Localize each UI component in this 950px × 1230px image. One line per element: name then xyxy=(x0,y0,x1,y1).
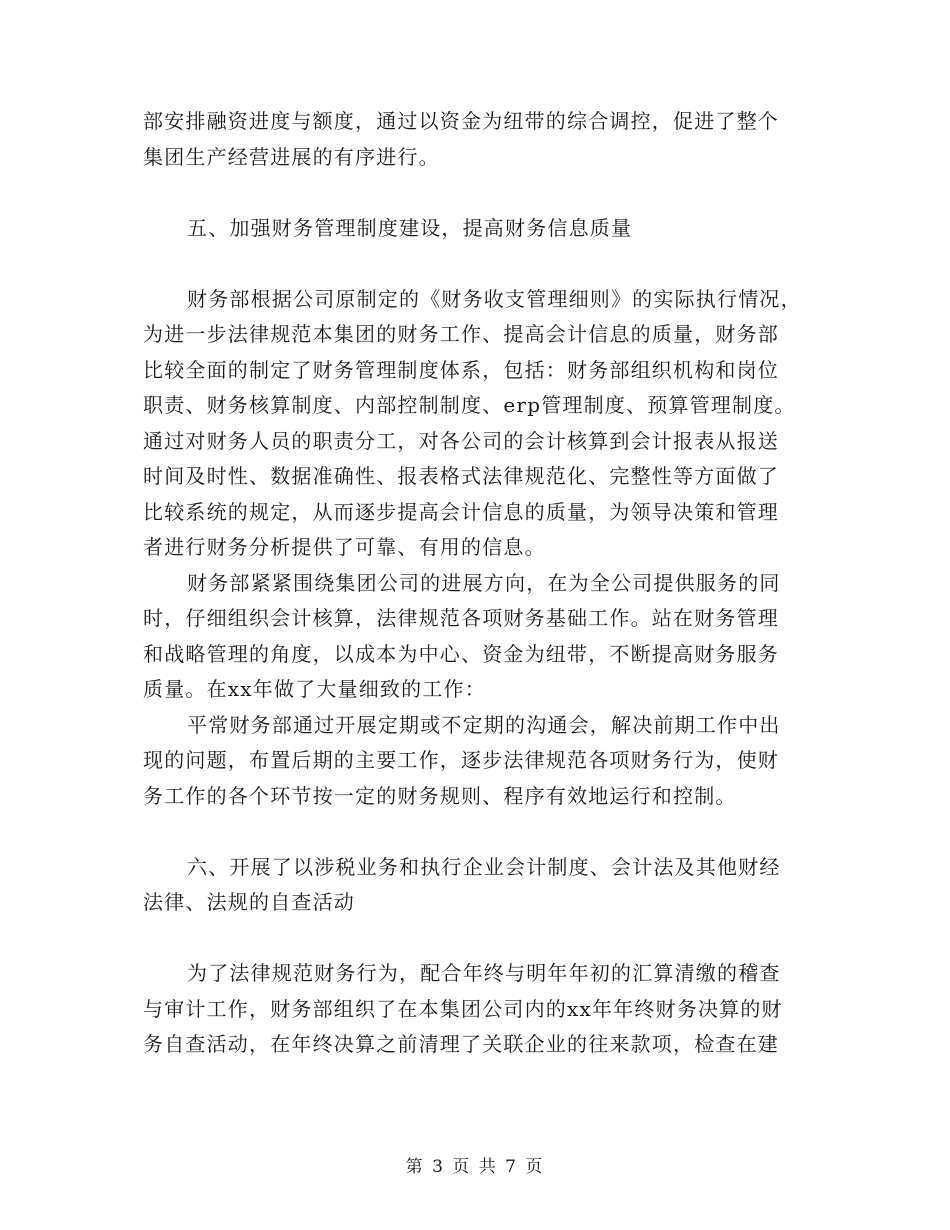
text-line: 质量。在xx年做了大量细致的工作： xyxy=(143,677,486,701)
section-heading-5: 五、加强财务管理制度建设，提高财务信息质量 xyxy=(187,215,633,240)
text-line: 财务部紧紧围绕集团公司的进展方向，在为全公司提供服务的同 xyxy=(187,570,781,595)
text-line: 务自查活动，在年终决算之前清理了关联企业的往来款项，检查在建 xyxy=(143,1032,779,1056)
paragraph xyxy=(143,956,808,1063)
text-line: 现的问题，布置后期的主要工作，逐步法律规范各项财务行为，使财 xyxy=(143,748,779,772)
paragraph xyxy=(143,104,808,175)
spacer xyxy=(143,921,808,957)
spacer xyxy=(143,246,808,282)
section-heading-6 xyxy=(143,850,808,921)
text-line: 部安排融资进度与额度，通过以资金为纽带的综合调控，促进了整个 xyxy=(143,109,779,133)
paragraph xyxy=(143,566,808,708)
text-line: 比较系统的规定，从而逐步提高会计信息的质量，为领导决策和管理 xyxy=(143,499,779,524)
paragraph xyxy=(143,708,808,815)
text-line: 为进一步法律规范本集团的财务工作、提高会计信息的质量，财务部 xyxy=(143,322,779,346)
text-line: 时，仔细组织会计核算，法律规范各项财务基础工作。站在财务管理 xyxy=(143,606,779,630)
text-line: 者进行财务分析提供了可靠、有用的信息。 xyxy=(143,535,546,559)
text-line: 六、开展了以涉税业务和执行企业会计制度、会计法及其他财经 xyxy=(187,854,781,879)
text-line: 平常财务部通过开展定期或不定期的沟通会，解决前期工作中出 xyxy=(187,712,781,737)
page-body xyxy=(143,104,808,1063)
text-line: 时间及时性、数据准确性、报表格式法律规范化、完整性等方面做了 xyxy=(143,464,779,488)
text-line: 和战略管理的角度，以成本为中心、资金为纽带，不断提高财务服务 xyxy=(143,641,779,666)
text-line: 财务部根据公司原制定的《财务收支管理细则》的实际执行情况， xyxy=(187,286,802,311)
text-line: 通过对财务人员的职责分工，对各公司的会计核算到会计报表从报送 xyxy=(143,428,779,453)
text-line: 与审计工作，财务部组织了在本集团公司内的xx年年终财务决算的财 xyxy=(143,996,783,1021)
text-line: 集团生产经营进展的有序进行。 xyxy=(143,144,440,169)
spacer xyxy=(143,814,808,850)
text-line: 职责、财务核算制度、内部控制制度、erp管理制度、预算管理制度。 xyxy=(143,393,796,417)
spacer xyxy=(143,175,808,211)
page-number-footer: 第 3 页 共 7 页 xyxy=(405,1157,545,1177)
paragraph xyxy=(143,282,808,566)
text-line: 法律、法规的自查活动 xyxy=(143,890,355,914)
text-line: 务工作的各个环节按一定的财务规则、程序有效地运行和控制。 xyxy=(143,783,737,808)
text-line: 比较全面的制定了财务管理制度体系，包括：财务部组织机构和岗位 xyxy=(143,357,779,382)
text-line: 为了法律规范财务行为，配合年终与明年年初的汇算清缴的稽查 xyxy=(187,961,781,985)
